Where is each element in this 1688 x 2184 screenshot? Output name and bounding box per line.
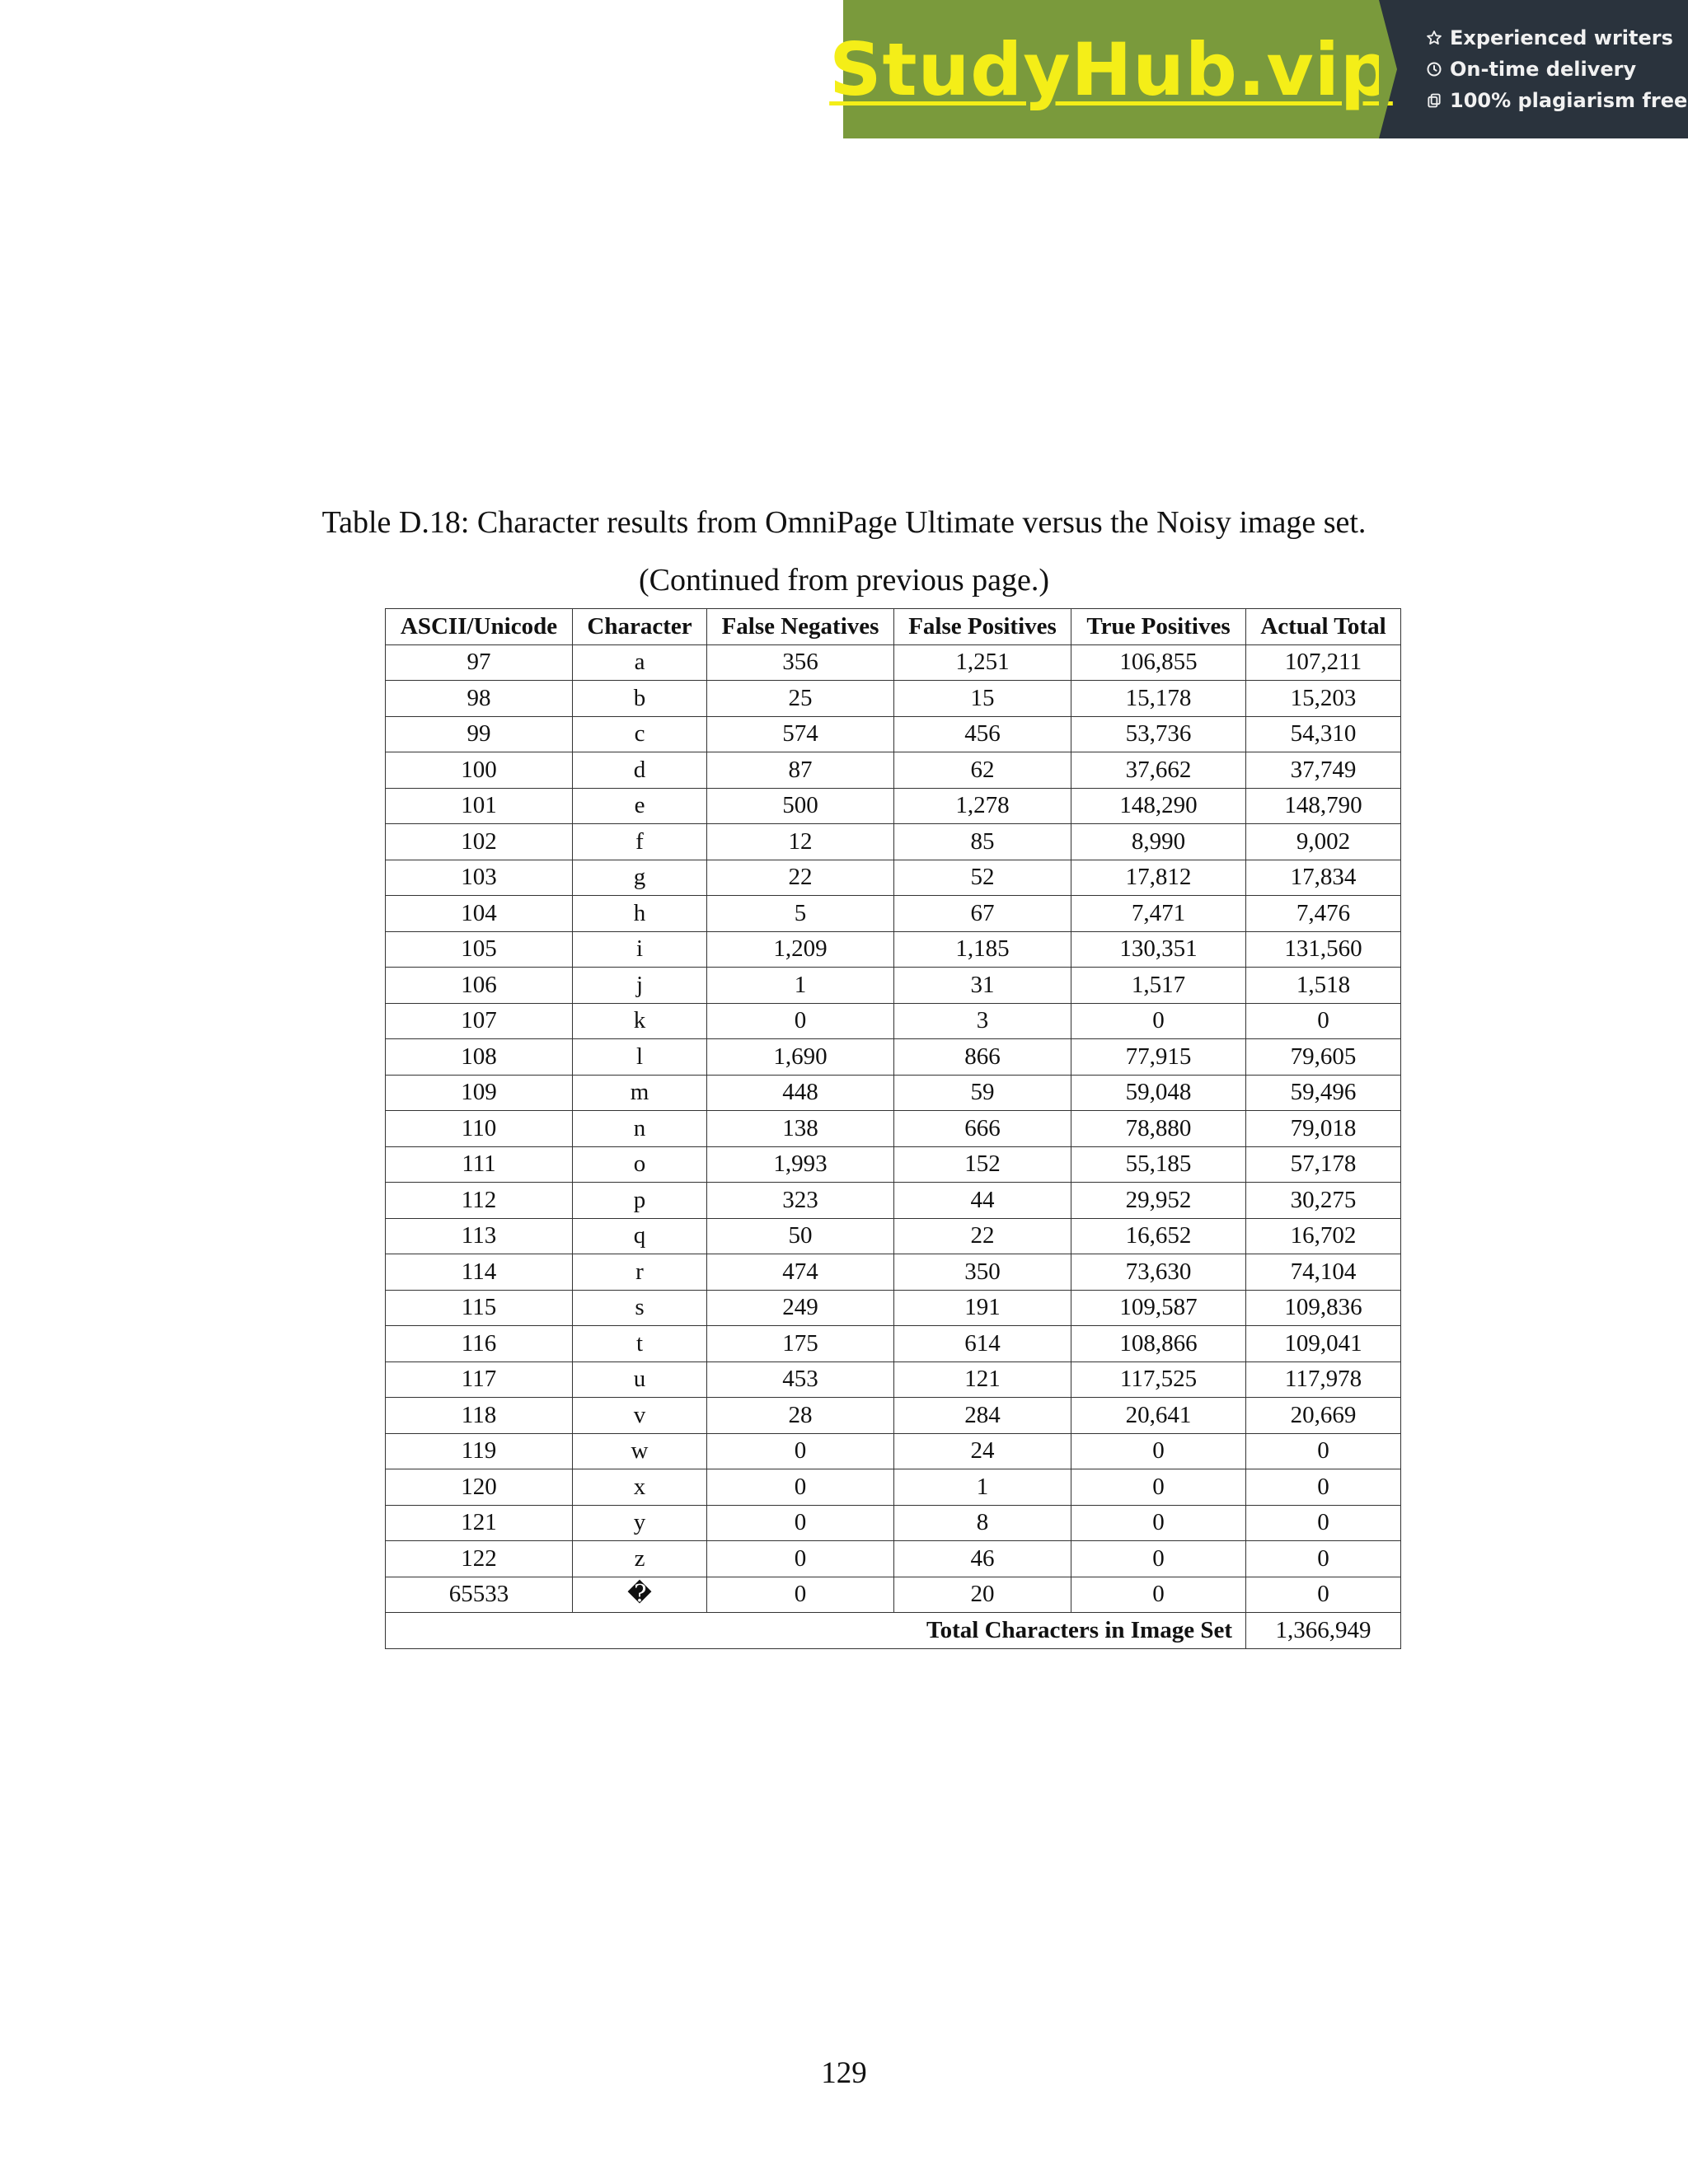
table-cell: 37,662 [1071, 752, 1246, 789]
table-cell: 24 [894, 1433, 1071, 1469]
table-cell: 114 [386, 1254, 573, 1291]
table-cell: r [573, 1254, 707, 1291]
table-cell: 1,690 [707, 1039, 894, 1076]
table-cell: 113 [386, 1218, 573, 1254]
table-cell: 152 [894, 1146, 1071, 1183]
table-cell: b [573, 681, 707, 717]
table-cell: 5 [707, 896, 894, 932]
caption-continued: (Continued from previous page.) [638, 563, 1050, 598]
table-cell: 130,351 [1071, 931, 1246, 968]
table-caption [0, 504, 1688, 598]
table-cell: 117,978 [1246, 1361, 1401, 1398]
table-row [386, 1361, 1401, 1398]
table-cell: 109,587 [1071, 1290, 1246, 1326]
table-row [386, 1433, 1401, 1469]
table-cell: w [573, 1433, 707, 1469]
table-cell: 574 [707, 716, 894, 752]
table-cell: 1,251 [894, 644, 1071, 681]
table-row [386, 716, 1401, 752]
total-value: 1,366,949 [1246, 1613, 1401, 1649]
table-row [386, 1577, 1401, 1613]
table-cell: 117 [386, 1361, 573, 1398]
table-cell: 0 [1071, 1505, 1246, 1541]
table-cell: i [573, 931, 707, 968]
table-cell: 12 [707, 824, 894, 860]
column-header: False Negatives [707, 609, 894, 645]
table-row [386, 968, 1401, 1004]
table-cell: 1,993 [707, 1146, 894, 1183]
table-row [386, 931, 1401, 968]
table-row [386, 681, 1401, 717]
table-cell: 17,834 [1246, 860, 1401, 896]
table-cell: k [573, 1003, 707, 1039]
table-cell: 1 [707, 968, 894, 1004]
column-header: Character [573, 609, 707, 645]
table-cell: d [573, 752, 707, 789]
table-row [386, 1254, 1401, 1291]
table-cell: 105 [386, 931, 573, 968]
table-cell: 46 [894, 1541, 1071, 1577]
table-cell: f [573, 824, 707, 860]
table-cell: 17,812 [1071, 860, 1246, 896]
column-header: Actual Total [1246, 609, 1401, 645]
table-cell: 31 [894, 968, 1071, 1004]
table-cell: h [573, 896, 707, 932]
table-cell: 118 [386, 1398, 573, 1434]
table-row [386, 896, 1401, 932]
table-cell: 106 [386, 968, 573, 1004]
table-cell: 191 [894, 1290, 1071, 1326]
feature-experienced-writers [1425, 26, 1688, 49]
table-cell: 0 [1071, 1003, 1246, 1039]
table-cell: 16,702 [1246, 1218, 1401, 1254]
studyhub-banner[interactable] [829, 0, 1688, 138]
table-cell: 356 [707, 644, 894, 681]
table-cell: 44 [894, 1183, 1071, 1219]
table-cell: 20,669 [1246, 1398, 1401, 1434]
table-cell: x [573, 1469, 707, 1506]
table-cell: 0 [1071, 1433, 1246, 1469]
table-cell: 15,203 [1246, 681, 1401, 717]
table-row [386, 788, 1401, 824]
table-row [386, 824, 1401, 860]
table-cell: 8,990 [1071, 824, 1246, 860]
table-cell: 109 [386, 1075, 573, 1111]
table-cell: g [573, 860, 707, 896]
table-row [386, 1398, 1401, 1434]
caption-title: Table D.18: Character results from OmniPage Ultimate versus the Noisy image set. [321, 505, 1367, 540]
table-cell: 120 [386, 1469, 573, 1506]
table-cell: 0 [1246, 1469, 1401, 1506]
feature-label: On-time delivery [1450, 58, 1637, 81]
total-label: Total Characters in Image Set [386, 1613, 1246, 1649]
column-header: True Positives [1071, 609, 1246, 645]
column-header: False Positives [894, 609, 1071, 645]
table-row [386, 1469, 1401, 1506]
table-row [386, 1183, 1401, 1219]
table-cell: 59 [894, 1075, 1071, 1111]
table-cell: 28 [707, 1398, 894, 1434]
table-cell: 175 [707, 1326, 894, 1362]
table-cell: 3 [894, 1003, 1071, 1039]
table-cell: 115 [386, 1290, 573, 1326]
table-cell: 7,471 [1071, 896, 1246, 932]
clock-icon [1425, 60, 1443, 78]
table-cell: 1,517 [1071, 968, 1246, 1004]
table-cell: 67 [894, 896, 1071, 932]
table-cell: 73,630 [1071, 1254, 1246, 1291]
star-icon [1425, 29, 1443, 47]
table-cell: a [573, 644, 707, 681]
table-row [386, 1146, 1401, 1183]
table-cell: 7,476 [1246, 896, 1401, 932]
table-cell: 116 [386, 1326, 573, 1362]
table-row [386, 1505, 1401, 1541]
table-cell: y [573, 1505, 707, 1541]
table-cell: 57,178 [1246, 1146, 1401, 1183]
table-cell: � [573, 1577, 707, 1613]
table-cell: 55,185 [1071, 1146, 1246, 1183]
table-cell: 0 [1071, 1541, 1246, 1577]
table-cell: 131,560 [1246, 931, 1401, 968]
table-cell: 1,209 [707, 931, 894, 968]
feature-on-time-delivery [1425, 58, 1688, 81]
table-cell: 109,836 [1246, 1290, 1401, 1326]
table-cell: 0 [707, 1577, 894, 1613]
table-cell: 0 [1246, 1003, 1401, 1039]
table-header-row [386, 609, 1401, 645]
table-row [386, 1218, 1401, 1254]
character-results-table [385, 608, 1401, 1649]
table-cell: 0 [707, 1469, 894, 1506]
table-cell: 108,866 [1071, 1326, 1246, 1362]
table-cell: 85 [894, 824, 1071, 860]
table-cell: 79,018 [1246, 1111, 1401, 1147]
banner-features-panel [1379, 0, 1688, 138]
table-cell: 20,641 [1071, 1398, 1246, 1434]
table-cell: 474 [707, 1254, 894, 1291]
page-number: 129 [821, 2056, 867, 2090]
table-cell: z [573, 1541, 707, 1577]
table-cell: 0 [707, 1505, 894, 1541]
column-header: ASCII/Unicode [386, 609, 573, 645]
table-cell: 1,278 [894, 788, 1071, 824]
table-cell: 0 [1246, 1541, 1401, 1577]
table-cell: 1,518 [1246, 968, 1401, 1004]
table-cell: 100 [386, 752, 573, 789]
table-cell: 16,652 [1071, 1218, 1246, 1254]
table-cell: 78,880 [1071, 1111, 1246, 1147]
feature-label: Experienced writers [1450, 26, 1673, 49]
table-cell: 117,525 [1071, 1361, 1246, 1398]
feature-label: 100% plagiarism free [1450, 89, 1688, 112]
table-cell: 29,952 [1071, 1183, 1246, 1219]
table-cell: 614 [894, 1326, 1071, 1362]
table-cell: 74,104 [1246, 1254, 1401, 1291]
table-row [386, 644, 1401, 681]
table-cell: 52 [894, 860, 1071, 896]
table-cell: 22 [894, 1218, 1071, 1254]
table-cell: 121 [894, 1361, 1071, 1398]
table-row [386, 1111, 1401, 1147]
table-cell: 0 [1246, 1577, 1401, 1613]
table-cell: 108 [386, 1039, 573, 1076]
table-cell: v [573, 1398, 707, 1434]
table-cell: 0 [707, 1433, 894, 1469]
table-cell: t [573, 1326, 707, 1362]
table-cell: m [573, 1075, 707, 1111]
table-cell: 323 [707, 1183, 894, 1219]
table-cell: 53,736 [1071, 716, 1246, 752]
table-cell: 109,041 [1246, 1326, 1401, 1362]
table-cell: 107 [386, 1003, 573, 1039]
table-cell: q [573, 1218, 707, 1254]
table-cell: p [573, 1183, 707, 1219]
table-cell: 102 [386, 824, 573, 860]
table-cell: 500 [707, 788, 894, 824]
table-cell: 106,855 [1071, 644, 1246, 681]
table-cell: 110 [386, 1111, 573, 1147]
table-cell: 30,275 [1246, 1183, 1401, 1219]
table-cell: 148,290 [1071, 788, 1246, 824]
table-cell: 0 [1246, 1505, 1401, 1541]
table-cell: 101 [386, 788, 573, 824]
table-cell: 1,185 [894, 931, 1071, 968]
table-cell: 121 [386, 1505, 573, 1541]
table-cell: 350 [894, 1254, 1071, 1291]
feature-plagiarism-free [1425, 89, 1688, 112]
table-cell: 99 [386, 716, 573, 752]
table-row [386, 752, 1401, 789]
table-row [386, 1541, 1401, 1577]
table-cell: 1 [894, 1469, 1071, 1506]
table-cell: 79,605 [1246, 1039, 1401, 1076]
table-cell: 249 [707, 1290, 894, 1326]
table-cell: 0 [1071, 1469, 1246, 1506]
table-cell: 0 [1246, 1433, 1401, 1469]
table-cell: 22 [707, 860, 894, 896]
table-cell: 37,749 [1246, 752, 1401, 789]
table-cell: 77,915 [1071, 1039, 1246, 1076]
table-row [386, 1039, 1401, 1076]
copy-icon [1425, 91, 1443, 110]
table-cell: 456 [894, 716, 1071, 752]
table-cell: 65533 [386, 1577, 573, 1613]
table-cell: 0 [707, 1003, 894, 1039]
table-cell: 119 [386, 1433, 573, 1469]
table-cell: e [573, 788, 707, 824]
total-row [386, 1613, 1401, 1649]
table-cell: 87 [707, 752, 894, 789]
table-cell: 15 [894, 681, 1071, 717]
table-cell: 20 [894, 1577, 1071, 1613]
table-cell: 62 [894, 752, 1071, 789]
table-cell: o [573, 1146, 707, 1183]
table-cell: c [573, 716, 707, 752]
table-row [386, 1326, 1401, 1362]
table-cell: 111 [386, 1146, 573, 1183]
table-cell: 9,002 [1246, 824, 1401, 860]
table-cell: 448 [707, 1075, 894, 1111]
table-cell: 98 [386, 681, 573, 717]
table-cell: 284 [894, 1398, 1071, 1434]
table-cell: 54,310 [1246, 716, 1401, 752]
table-cell: u [573, 1361, 707, 1398]
table-cell: 148,790 [1246, 788, 1401, 824]
table-cell: 122 [386, 1541, 573, 1577]
table-cell: 25 [707, 681, 894, 717]
table-cell: l [573, 1039, 707, 1076]
table-cell: 112 [386, 1183, 573, 1219]
table-cell: 0 [1071, 1577, 1246, 1613]
table-row [386, 1075, 1401, 1111]
table-cell: n [573, 1111, 707, 1147]
table-cell: 97 [386, 644, 573, 681]
table-cell: 50 [707, 1218, 894, 1254]
table-cell: s [573, 1290, 707, 1326]
banner-brand-panel [829, 0, 1393, 138]
brand-logo-text[interactable]: StudyHub.vip [829, 26, 1393, 112]
table-cell: j [573, 968, 707, 1004]
table-cell: 0 [707, 1541, 894, 1577]
table-cell: 866 [894, 1039, 1071, 1076]
table-cell: 666 [894, 1111, 1071, 1147]
table-row [386, 860, 1401, 896]
table-cell: 8 [894, 1505, 1071, 1541]
table-row [386, 1290, 1401, 1326]
table-cell: 453 [707, 1361, 894, 1398]
table-cell: 107,211 [1246, 644, 1401, 681]
table-cell: 59,496 [1246, 1075, 1401, 1111]
table-cell: 15,178 [1071, 681, 1246, 717]
table-cell: 59,048 [1071, 1075, 1246, 1111]
table-cell: 104 [386, 896, 573, 932]
table-row [386, 1003, 1401, 1039]
table-cell: 103 [386, 860, 573, 896]
table-cell: 138 [707, 1111, 894, 1147]
